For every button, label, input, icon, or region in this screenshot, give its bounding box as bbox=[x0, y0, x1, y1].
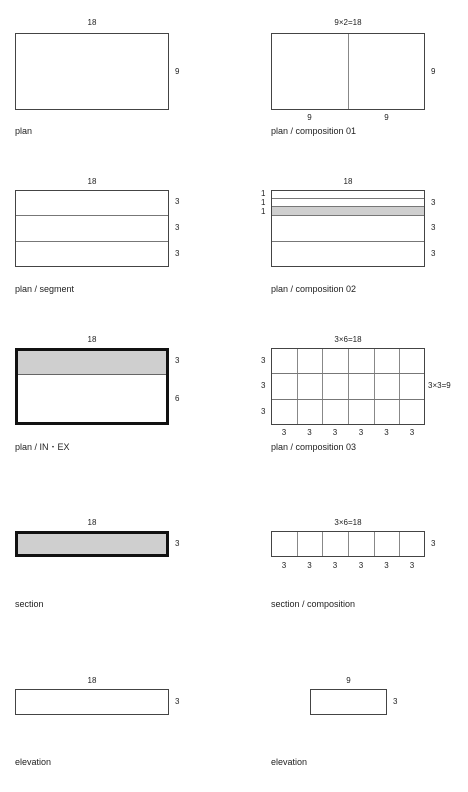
inex-top-dimension: 18 bbox=[87, 335, 97, 344]
section-comp-bottom-dimension-3: 3 bbox=[332, 561, 338, 570]
comp03-right-dimension: 3×3=9 bbox=[428, 381, 451, 390]
segment-row-dimension-1: 3 bbox=[175, 197, 180, 206]
section-comp-divider-3 bbox=[348, 532, 349, 556]
inex-band-divider bbox=[18, 374, 166, 375]
section-comp-divider-2 bbox=[322, 532, 323, 556]
section-slab bbox=[15, 531, 169, 557]
elevation-right-rectangle bbox=[310, 689, 387, 715]
plan-caption: plan bbox=[15, 126, 33, 136]
comp03-col-divider-1 bbox=[297, 349, 298, 424]
section-comp-right-dimension: 3 bbox=[431, 539, 436, 548]
comp02-rectangle bbox=[271, 190, 425, 267]
comp01-bottom-right-dimension: 9 bbox=[384, 113, 389, 122]
section-right-dimension: 3 bbox=[175, 539, 180, 548]
segment-top-dimension: 18 bbox=[87, 177, 97, 186]
section-caption: section bbox=[15, 599, 44, 609]
comp02-top-dimension: 18 bbox=[343, 177, 353, 186]
comp01-right-dimension: 9 bbox=[431, 67, 436, 76]
segment-row-dimension-2: 3 bbox=[175, 223, 180, 232]
comp03-row-divider-2 bbox=[272, 399, 424, 400]
comp03-top-dimension: 3×6=18 bbox=[334, 335, 362, 344]
segment-caption: plan / segment bbox=[15, 284, 75, 294]
elevation-left-right-dimension: 3 bbox=[175, 697, 180, 706]
section-comp-bottom-dimension-1: 3 bbox=[281, 561, 287, 570]
comp02-caption: plan / composition 02 bbox=[271, 284, 357, 294]
section-comp-top-dimension: 3×6=18 bbox=[334, 518, 362, 527]
inex-gray-exterior-band bbox=[18, 351, 166, 374]
comp03-left-dimension-3: 3 bbox=[261, 407, 266, 416]
comp02-divider-3 bbox=[272, 215, 424, 216]
comp01-caption: plan / composition 01 bbox=[271, 126, 357, 136]
comp03-bottom-dimension-6: 3 bbox=[409, 428, 415, 437]
elevation-right-right-dimension: 3 bbox=[393, 697, 398, 706]
section-comp-divider-4 bbox=[374, 532, 375, 556]
comp03-bottom-dimension-2: 3 bbox=[307, 428, 312, 437]
comp01-bottom-left-dimension: 9 bbox=[307, 113, 312, 122]
section-comp-divider-1 bbox=[297, 532, 298, 556]
section-comp-bottom-dimension-4: 3 bbox=[358, 561, 364, 570]
inex-caption: plan / IN・EX bbox=[15, 442, 70, 452]
segment-divider-1 bbox=[16, 215, 168, 216]
comp02-right-dimension-1: 3 bbox=[431, 198, 436, 207]
comp02-left-dimension-3: 1 bbox=[261, 207, 266, 216]
plan-rectangle bbox=[15, 33, 169, 110]
comp02-right-dimension-2: 3 bbox=[431, 223, 436, 232]
section-comp-bottom-dimension-6: 3 bbox=[409, 561, 415, 570]
comp02-thin-divider-2 bbox=[272, 206, 424, 207]
elevation-left-caption: elevation bbox=[15, 757, 52, 767]
segment-divider-2 bbox=[16, 241, 168, 242]
section-comp-bottom-dimension-2: 3 bbox=[307, 561, 312, 570]
comp03-col-divider-2 bbox=[322, 349, 323, 424]
plan-top-dimension: 18 bbox=[87, 18, 97, 27]
comp02-thin-divider-1 bbox=[272, 198, 424, 199]
comp03-row-divider-1 bbox=[272, 373, 424, 374]
comp02-divider-4 bbox=[272, 241, 424, 242]
elevation-left-top-dimension: 18 bbox=[87, 676, 97, 685]
comp02-gray-band bbox=[272, 207, 424, 215]
comp02-left-dimension-1: 1 bbox=[261, 189, 266, 198]
section-top-dimension: 18 bbox=[87, 518, 97, 527]
comp03-left-dimension-2: 3 bbox=[261, 381, 266, 390]
comp03-bottom-dimension-5: 3 bbox=[384, 428, 389, 437]
segment-row-dimension-3: 3 bbox=[175, 249, 180, 258]
comp03-col-divider-4 bbox=[374, 349, 375, 424]
section-comp-caption: section / composition bbox=[271, 599, 356, 609]
section-comp-divider-5 bbox=[399, 532, 400, 556]
comp03-col-divider-5 bbox=[399, 349, 400, 424]
plan-right-dimension: 9 bbox=[175, 67, 180, 76]
elevation-right-caption: elevation bbox=[271, 757, 308, 767]
comp03-bottom-dimension-3: 3 bbox=[332, 428, 338, 437]
comp03-bottom-dimension-1: 3 bbox=[281, 428, 287, 437]
comp02-left-dimension-2: 1 bbox=[261, 198, 266, 207]
comp03-bottom-dimension-4: 3 bbox=[358, 428, 364, 437]
comp03-left-dimension-1: 3 bbox=[261, 356, 266, 365]
elevation-right-top-dimension: 9 bbox=[346, 676, 351, 685]
section-comp-bottom-dimension-5: 3 bbox=[384, 561, 389, 570]
comp03-col-divider-3 bbox=[348, 349, 349, 424]
comp01-center-divider bbox=[348, 34, 349, 109]
comp01-top-dimension: 9×2=18 bbox=[334, 18, 362, 27]
elevation-left-rectangle bbox=[15, 689, 169, 715]
segment-rectangle bbox=[15, 190, 169, 267]
inex-lower-dimension: 6 bbox=[175, 394, 180, 403]
comp03-caption: plan / composition 03 bbox=[271, 442, 357, 452]
comp02-right-dimension-3: 3 bbox=[431, 249, 436, 258]
inex-upper-dimension: 3 bbox=[175, 356, 180, 365]
